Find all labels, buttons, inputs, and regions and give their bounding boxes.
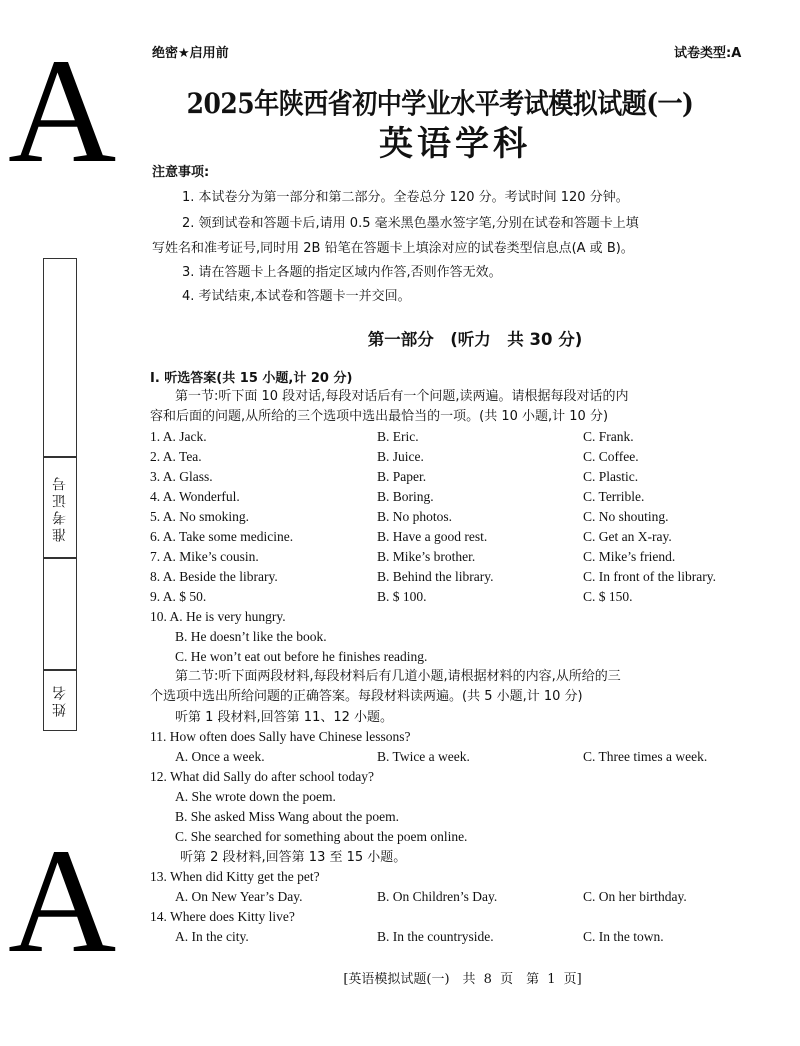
option-a: 9. A. $ 50. <box>150 589 207 604</box>
option-c: C. In the town. <box>583 929 664 944</box>
option-b: B. He doesn’t like the book. <box>175 629 327 644</box>
option-c: C. Mike’s friend. <box>583 549 676 564</box>
option-a: 3. A. Glass. <box>150 469 213 484</box>
option-c: C. Coffee. <box>583 449 639 464</box>
question-stem: 14. Where does Kitty live? <box>150 909 295 924</box>
question-row-1 <box>150 427 770 447</box>
subject-title: 英语学科 <box>379 124 531 164</box>
confidential-mark: 绝密★启用前 <box>152 46 229 61</box>
question-11-options <box>150 747 770 767</box>
material-1-note: 听第 1 段材料,回答第 11、12 小题。 <box>175 710 394 725</box>
option-b: B. She asked Miss Wang about the poem. <box>175 809 400 824</box>
option-b: B. Boring. <box>377 489 434 504</box>
question-row-9 <box>150 587 770 607</box>
page-footer: [英语模拟试题(一) 共 8 页 第 1 页] <box>343 972 582 987</box>
option-b: B. Twice a week. <box>377 749 470 764</box>
question-row-8 <box>150 567 770 587</box>
question-12-option-c <box>150 827 770 847</box>
option-c: C. He won’t eat out before he finishes reading. <box>175 649 428 664</box>
paper-type-big-letter-bottom: A <box>8 818 117 984</box>
sub1-instructions-2: 容和后面的问题,从所给的三个选项中选出最恰当的一项。(共 10 小题,计 10 分) <box>150 409 609 424</box>
question-row-4 <box>150 487 770 507</box>
exam-id-label-box <box>43 456 77 559</box>
option-b: B. Paper. <box>377 469 427 484</box>
question-row-5 <box>150 507 770 527</box>
option-b: B. Juice. <box>377 449 424 464</box>
question-row-2 <box>150 447 770 467</box>
option-b: B. On Children’s Day. <box>377 889 498 904</box>
question-14-options <box>150 927 770 947</box>
notice-item-4: 4. 考试结束,本试卷和答题卡一并交回。 <box>182 289 411 304</box>
option-b: B. Mike’s brother. <box>377 549 476 564</box>
option-b: B. Behind the library. <box>377 569 494 584</box>
option-a: 2. A. Tea. <box>150 449 202 464</box>
option-a: 10. A. He is very hungry. <box>150 609 286 624</box>
option-c: C. $ 150. <box>583 589 633 604</box>
option-b: B. Have a good rest. <box>377 529 488 544</box>
notice-heading: 注意事项: <box>152 165 210 180</box>
sub2-instructions-1: 第二节:听下面两段材料,每段材料后有几道小题,请根据材料的内容,从所给的三 <box>175 669 621 684</box>
option-b: B. Eric. <box>377 429 419 444</box>
option-b: B. In the countryside. <box>377 929 494 944</box>
question-row-7 <box>150 547 770 567</box>
option-c: C. She searched for something about the poem online. <box>175 829 468 844</box>
question-10-option-c <box>150 647 770 667</box>
name-label: 姓名 <box>52 683 68 717</box>
option-c: C. No shouting. <box>583 509 669 524</box>
section1-heading: Ⅰ. 听选答案(共 15 小题,计 20 分) <box>150 371 353 386</box>
notice-item-2: 2. 领到试卷和答题卡后,请用 0.5 毫米黑色墨水签字笔,分别在试卷和答题卡上填 <box>182 216 639 231</box>
option-a: 7. A. Mike’s cousin. <box>150 549 259 564</box>
paper-type-big-letter-top: A <box>8 28 117 194</box>
option-a: A. On New Year’s Day. <box>175 889 303 904</box>
option-c: C. Get an X-ray. <box>583 529 672 544</box>
question-row-6 <box>150 527 770 547</box>
question-10-option-b <box>150 627 770 647</box>
question-10-option-a <box>150 607 770 627</box>
option-c: C. Plastic. <box>583 469 639 484</box>
option-c: C. On her birthday. <box>583 889 687 904</box>
question-14-stem <box>150 907 770 927</box>
sub1-instructions-1: 第一节:听下面 10 段对话,每段对话后有一个问题,读两遍。请根据每段对话的内 <box>175 389 629 404</box>
exam-title: 2025年陕西省初中学业水平考试模拟试题(一) <box>186 87 694 120</box>
option-c: C. In front of the library. <box>583 569 716 584</box>
sub2-instructions-2: 个选项中选出所给问题的正确答案。每段材料读两遍。(共 5 小题,计 10 分) <box>150 689 583 704</box>
question-12-option-a <box>150 787 770 807</box>
notice-item-3: 3. 请在答题卡上各题的指定区域内作答,否则作答无效。 <box>182 265 502 280</box>
question-stem: 11. How often does Sally have Chinese lessons? <box>150 729 411 744</box>
notice-item-1: 1. 本试卷分为第一部分和第二部分。全卷总分 120 分。考试时间 120 分钟。 <box>182 190 629 205</box>
option-c: C. Three times a week. <box>583 749 708 764</box>
option-a: 8. A. Beside the library. <box>150 569 278 584</box>
option-c: C. Terrible. <box>583 489 645 504</box>
option-a: A. She wrote down the poem. <box>175 789 336 804</box>
paper-type-label: 试卷类型:A <box>674 46 742 61</box>
question-12-stem <box>150 767 770 787</box>
question-13-stem <box>150 867 770 887</box>
exam-id-write-box[interactable] <box>43 258 77 458</box>
notice-item-2-cont: 写姓名和准考证号,同时用 2B 铅笔在答题卡上填涂对应的试卷类型信息点(A 或 B)。 <box>152 241 634 256</box>
question-stem: 12. What did Sally do after school today? <box>150 769 374 784</box>
question-row-3 <box>150 467 770 487</box>
option-c: C. Frank. <box>583 429 634 444</box>
question-13-options <box>150 887 770 907</box>
question-12-option-b <box>150 807 770 827</box>
exam-id-label: 准考证号 <box>52 473 68 542</box>
question-11-stem <box>150 727 770 747</box>
option-b: B. $ 100. <box>377 589 427 604</box>
name-label-box <box>43 669 77 731</box>
option-a: 5. A. No smoking. <box>150 509 250 524</box>
option-a: A. Once a week. <box>175 749 265 764</box>
option-a: A. In the city. <box>175 929 249 944</box>
name-write-box[interactable] <box>43 557 77 671</box>
option-b: B. No photos. <box>377 509 453 524</box>
option-a: 4. A. Wonderful. <box>150 489 240 504</box>
question-stem: 13. When did Kitty get the pet? <box>150 869 320 884</box>
part1-title: 第一部分 (听力 共 30 分) <box>367 330 583 349</box>
material-2-note: 听第 2 段材料,回答第 13 至 15 小题。 <box>180 850 407 865</box>
option-a: 6. A. Take some medicine. <box>150 529 294 544</box>
option-a: 1. A. Jack. <box>150 429 207 444</box>
